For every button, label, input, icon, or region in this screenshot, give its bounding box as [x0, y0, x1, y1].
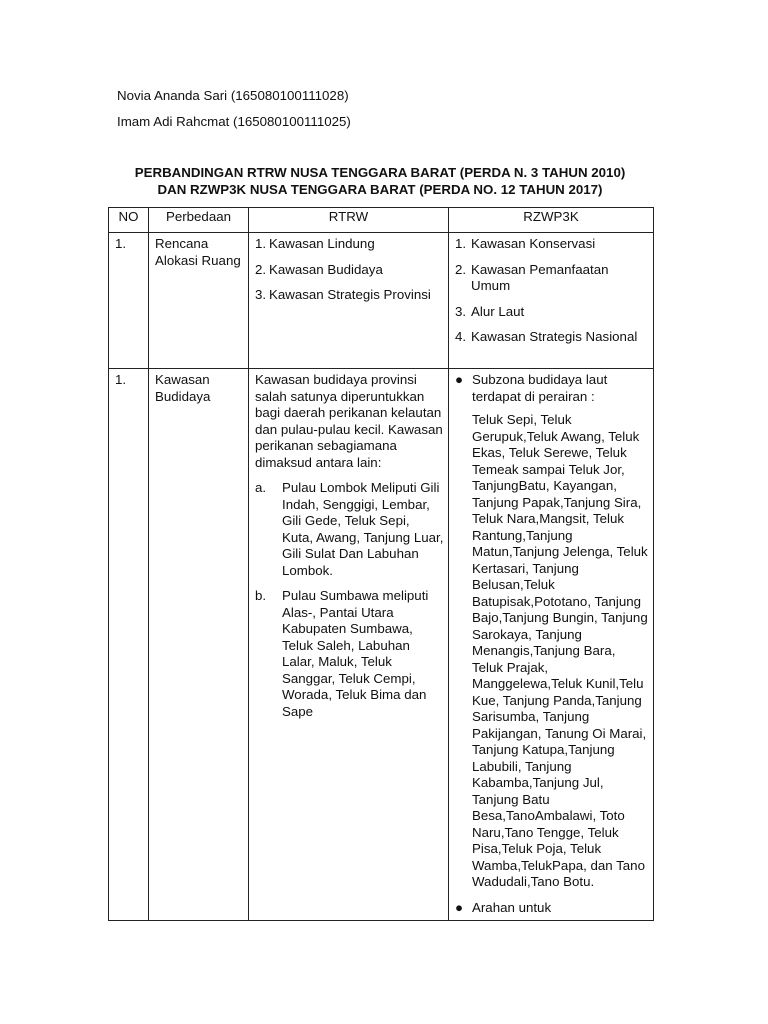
rtrw-intro: Kawasan budidaya provinsi salah satunya diperuntukkan bagi daerah perikanan kelautan dan pulau-pulau kecil. Kawasan perikanan sebagiamana dimaksud antara lain:	[255, 372, 443, 470]
title-line-2: DAN RZWP3K NUSA TENGGARA BARAT (PERDA NO. 12 TAHUN 2017)	[157, 181, 603, 197]
list-item: 3. Alur Laut	[455, 303, 525, 319]
table-row	[109, 233, 654, 369]
list-item: 1. Kawasan Lindung	[255, 236, 375, 251]
row2-perbedaan: Kawasan Budidaya	[149, 369, 249, 921]
header-perbedaan: Perbedaan	[149, 208, 249, 233]
bullet-icon: ●	[455, 372, 464, 387]
list-item: a. Pulau Lombok Meliputi Gili Indah, Senggigi, Lembar, Gili Gede, Teluk Sepi, Kuta, Awang, Tanjung Luar, Gili Sulat Dan Labuhan Lombok.	[255, 480, 444, 578]
comparison-table	[108, 207, 654, 921]
bullet-icon: ●	[455, 899, 464, 915]
table-row	[109, 369, 654, 921]
list-item: ● Arahan untuk	[455, 899, 552, 915]
list-item: 4. Kawasan Strategis Nasional	[455, 329, 638, 344]
header-rtrw: RTRW	[249, 208, 449, 233]
row1-rzwp3k	[449, 233, 654, 369]
row2-no: 1.	[109, 369, 149, 921]
header-no: NO	[109, 208, 149, 233]
list-item: 3. Kawasan Strategis Provinsi	[255, 287, 431, 302]
row1-perbedaan: Rencana Alokasi Ruang	[149, 233, 249, 369]
author-2: Imam Adi Rahcmat (165080100111025)	[117, 114, 351, 129]
list-item: 2. Kawasan Pemanfaatan Umum	[455, 261, 609, 293]
title-line-1: PERBANDINGAN RTRW NUSA TENGGARA BARAT (PERDA N. 3 TAHUN 2010)	[134, 165, 626, 180]
author-1: Novia Ananda Sari (165080100111028)	[117, 88, 349, 103]
row2-rzwp3k	[449, 369, 654, 921]
row1-no: 1.	[109, 233, 149, 369]
list-item: b. Pulau Sumbawa meliputi Alas-, Pantai Utara Kabupaten Sumbawa, Teluk Saleh, Labuhan Lalar, Maluk, Teluk Sanggar, Teluk Cempi, Worada, Teluk Bima dan Sape	[255, 588, 429, 719]
list-item: 1. Kawasan Konservasi	[455, 236, 596, 251]
document-title	[108, 165, 652, 198]
row2-rtrw	[249, 369, 449, 921]
row1-rtrw	[249, 233, 449, 369]
list-item: 2. Kawasan Budidaya	[255, 261, 383, 277]
header-rzwp3k: RZWP3K	[449, 208, 654, 233]
table-header-row	[109, 208, 654, 233]
list-item: ● Subzona budidaya laut terdapat di perairan :	[455, 372, 608, 404]
location-list: Teluk Sepi, Teluk Gerupuk,Teluk Awang, Teluk Ekas, Teluk Serewe, Teluk Temeak sampai Teluk Jor, TanjungBatu, Kayangan, Tanjung Papak,Tanjung Sira, Teluk Nara,Mangsit, Teluk Rantung,Tanjung Matun,Tanjung Jelenga, Teluk Kertasari, Tanjung Belusan,Teluk Batupisak,Pototano, Tanjung Bajo,Tanjung Bungin, Tanjung Sarokaya, Tanjung Menangis,Tanjung Bara, Teluk Prajak, Manggelewa,Teluk Kunil,Telu Kue, Tanjung Panda,Tanjung Sarisumba, Tanjung Pakijangan, Tanung Oi Marai, Tanjung Katupa,Tanjung Labubili, Tanjung Kabamba,Tanjung Jul, Tanjung Batu Besa,TanoAmbalawi, Toto Naru,Tano Tengge, Teluk Pisa,Teluk Poja, Teluk Wamba,TelukPapa, dan Tano Wadudali,Tano Botu.	[472, 412, 648, 889]
